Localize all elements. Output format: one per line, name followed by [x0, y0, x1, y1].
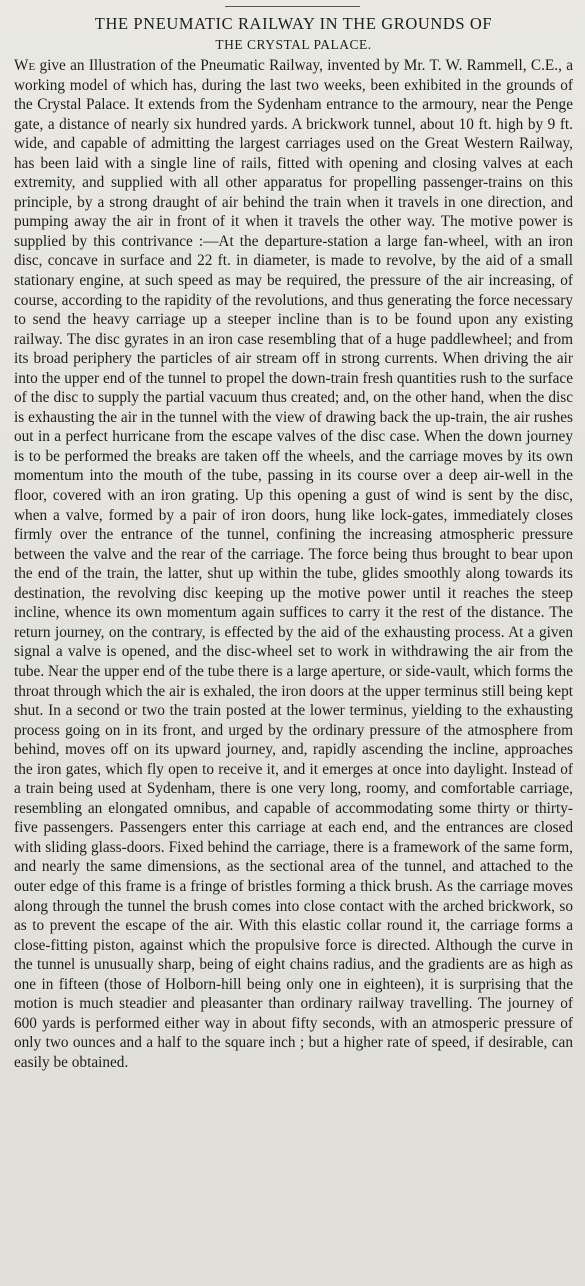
opening-word: We: [14, 57, 36, 74]
article-subheadline: THE CRYSTAL PALACE.: [215, 37, 372, 52]
article-headline: THE PNEUMATIC RAILWAY IN THE GROUNDS OF: [94, 14, 493, 33]
article-body: [14, 56, 573, 1072]
article-body-text: give an Illustration of the Pneumatic Railway, invented by Mr. T. W. Rammell, C.E., a working model of which has, during the last two weeks, been exhibited in the grounds of the Crystal Palace. It extends from the Sydenham entrance to the armoury, near the Penge gate, a distance of nearly six hundred yards. A brickwork tunnel, about 10 ft. high by 9 ft. wide, and capable of admitting the largest carriages used on the Great Western Railway, has been laid with a single line of rails, fitted with opening and closing valves at each extremity, and supplied with all other apparatus for propelling passenger-trains on this principle, by a strong draught of air behind the train when it travels in one direction, and pumping away the air in front of it when it travels the other way. The motive power is supplied by this contrivance :—At the departure-station a large fan-wheel, with an iron disc, concave in surface and 22 ft. in diameter, is made to revolve, by the aid of a small stationary engine, at such speed as may be required, the pressure of the air increasing, of course, according to the rapidity of the revolutions, and thus generating the force necessary to send the heavy carriage up a steeper incline than is to be found upon any existing railway. The disc gyrates in an iron case resembling that of a huge paddlewheel; and from its broad periphery the particles of air stream off in strong currents. When driving the air into the upper end of the tunnel to propel the down-train fresh quantities rush to the surface of the disc to supply the partial vacuum thus created; and, on the other hand, when the disc is exhausting the air in the tunnel with the view of drawing back the up-train, the air rushes out in a perfect hurricane from the escape valves of the disc case. When the down journey is to be performed the breaks are taken off the wheels, and the carriage moves by its own momentum into the mouth of the tube, passing in its course over a deep air-well in the floor, covered with an iron grating. Up this opening a gust of wind is sent by the disc, when a valve, formed by a pair of iron doors, hung like lock-gates, immediately closes firmly over the entrance of the tunnel, confining the increasing atmospheric pressure between the valve and the rear of the carriage. The force being thus brought to bear upon the end of the train, the latter, shut up within the tube, glides smoothly along towards its destination, the revolving disc keeping up the motive power until it reaches the steep incline, whence its own momentum again suffices to carry it the rest of the distance. The return journey, on the contrary, is effected by the aid of the exhausting process. At a given signal a valve is opened, and the disc-wheel set to work in withdrawing the air from the tube. Near the upper end of the tube there is a large aperture, or side-vault, which forms the throat through which the air is exhaled, the iron doors at the upper terminus still being kept shut. In a second or two the train posted at the lower terminus, yielding to the exhausting process going on in its front, and urged by the ordinary pressure of the atmosphere from behind, moves off on its upward journey, and, rapidly ascending the incline, approaches the iron gates, which fly open to receive it, and it emerges at once into daylight. Instead of a train being used at Sydenham, there is one very long, roomy, and comfortable carriage, resembling an elongated omnibus, and capable of accommodating some thirty or thirty-five passengers. Passengers enter this carriage at each end, and the entrances are closed with sliding glass-doors. Fixed behind the carriage, there is a framework of the same form, and nearly the same dimensions, as the sectional area of the tunnel, and attached to the outer edge of this frame is a fringe of bristles forming a thick brush. As the carriage moves along through the tunnel the brush comes into close contact with the arched brickwork, so as to prevent the escape of the air. With this elastic collar round it, the carriage forms a close-fitting piston, against which the propulsive force is directed. Although the curve in the tunnel is unusually sharp, being of eight chains radius, and the gradients are as high as one in fifteen (those of Holborn-hill being only one in eighteen), it is surprising that the motion is much steadier and pleasanter than ordinary railway travelling. The journey of 600 yards is performed either way in about fifty seconds, with an atmosperic pressure of only two ounces and a half to the square inch ; but a higher rate of speed, if desirable, can easily be obtained.: [14, 57, 573, 1071]
top-rule: [225, 6, 360, 7]
